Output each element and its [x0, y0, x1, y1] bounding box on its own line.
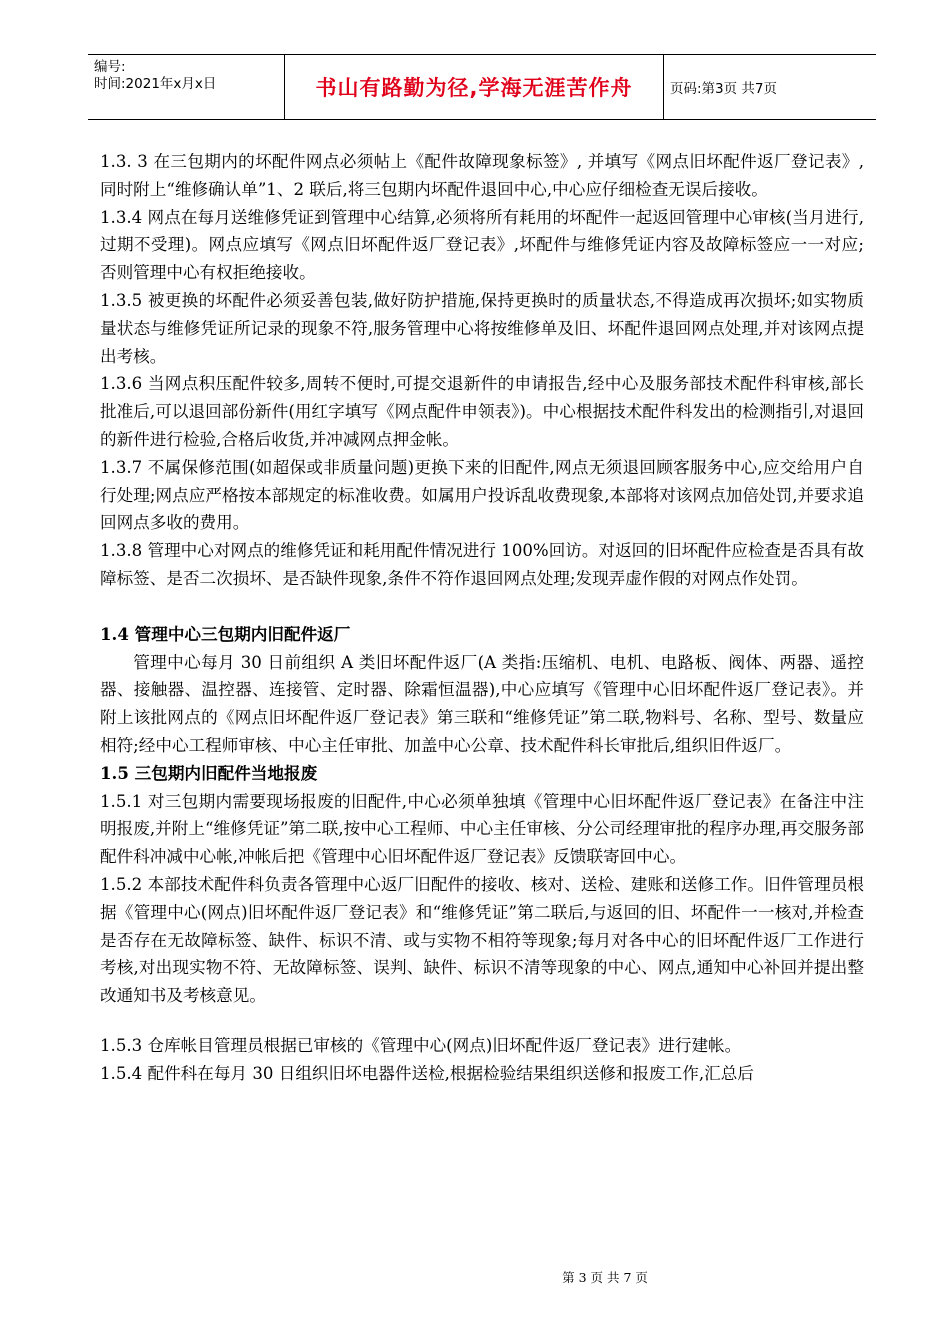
paragraph-1-3-5: 1.3.5 被更换的坏配件必须妥善包装,做好防护措施,保持更换时的质量状态,不得造成再次损坏;如实物质量状态与维修凭证所记录的现象不符,服务管理中心将按维修单及旧、坏配件退回网点处理,并对该网点提出考核。	[100, 290, 864, 366]
paragraph-1-4: 管理中心每月 30 日前组织 A 类旧坏配件返厂(A 类指:压缩机、电机、电路板、阀体、两器、遥控器、接触器、温控器、连接管、定时器、除霜恒温器),中心应填写《管理中心旧坏配件返厂登记表》。并附上该批网点的《网点旧坏配件返厂登记表》第三联和“维修凭证”第二联,物料号、名称、型号、数量应相符;经中心工程师审核、中心主任审批、加盖中心公章、技术配件科长审批后,组织旧件返厂。	[100, 652, 864, 755]
section-heading-1-4: 1.4 管理中心三包期内旧配件返厂	[100, 623, 351, 644]
header-motto: 书山有路勤为径,学海无涯苦作舟	[284, 55, 664, 119]
footer-page-number: 第 3 页 共 7 页	[562, 1270, 648, 1285]
paragraph-1-3-4: 1.3.4 网点在每月送维修凭证到管理中心结算,必须将所有耗用的坏配件一起返回管理中心审核(当月进行,过期不受理)。网点应填写《网点旧坏配件返厂登记表》,坏配件与维修凭证内容及故障标签应一一对应;否则管理中心有权拒绝接收。	[100, 207, 864, 283]
header-time-label: 时间:2021年x月x日	[94, 76, 217, 92]
paragraph-1-5-4: 1.5.4 配件科在每月 30 日组织旧坏电器件送检,根据检验结果组织送修和报废工作,汇总后	[100, 1063, 754, 1083]
header-number-label: 编号:	[94, 59, 126, 75]
header-page-label: 页码:第3页 共7页	[670, 81, 778, 97]
spacer	[100, 1010, 864, 1032]
paragraph-1-3-7: 1.3.7 不属保修范围(如超保或非质量问题)更换下来的旧配件,网点无须退回顾客服务中心,应交给用户自行处理;网点应严格按本部规定的标准收费。如属用户投诉乱收费现象,本部将对该网点加倍处罚,并要求追回网点多收的费用。	[100, 457, 864, 533]
page-header	[88, 54, 876, 120]
spacer	[100, 593, 864, 621]
paragraph-1-3-6: 1.3.6 当网点积压配件较多,周转不便时,可提交退新件的申请报告,经中心及服务部技术配件科审核,部长批准后,可以退回部份新件(用红字填写《网点配件申领表》)。中心根据技术配件科发出的检测指引,对退回的新件进行检验,合格后收货,并冲减网点押金帐。	[100, 374, 864, 449]
paragraph-1-5-1: 1.5.1 对三包期内需要现场报废的旧配件,中心必须单独填《管理中心旧坏配件返厂登记表》在备注中注明报废,并附上“维修凭证”第二联,按中心工程师、中心主任审核、分公司经理审批的程序办理,再交服务部配件科冲减中心帐,冲帐后把《管理中心旧坏配件返厂登记表》反馈联寄回中心。	[100, 791, 864, 867]
document-body	[100, 148, 864, 1088]
paragraph-1-3-8: 1.3.8 管理中心对网点的维修凭证和耗用配件情况进行 100%回访。对返回的旧坏配件应检查是否具有故障标签、是否二次损坏、是否缺件现象,条件不符作退回网点处理;发现弄虚作假的对网点作处罚。	[100, 541, 864, 588]
paragraph-1-5-2: 1.5.2 本部技术配件科负责各管理中心返厂旧配件的接收、核对、送检、建账和送修工作。旧件管理员根据《管理中心(网点)旧坏配件返厂登记表》和“维修凭证”第二联后,与返回的旧、坏配件一一核对,并检查是否存在无故障标签、缺件、标识不清、或与实物不相符等现象;每月对各中心的旧坏配件返厂工作进行考核,对出现实物不符、无故障标签、误判、缺件、标识不清等现象的中心、网点,通知中心补回并提出整改通知书及考核意见。	[100, 874, 864, 1006]
header-meta	[88, 55, 284, 119]
section-heading-1-5: 1.5 三包期内旧配件当地报废	[100, 762, 318, 783]
paragraph-1-5-3: 1.5.3 仓库帐目管理员根据已审核的《管理中心(网点)旧坏配件返厂登记表》进行建帐。	[100, 1035, 742, 1055]
paragraph-1-3-3: 1.3. 3 在三包期内的坏配件网点必须帖上《配件故障现象标签》, 并填写《网点旧坏配件返厂登记表》,同时附上“维修确认单”1、2 联后,将三包期内坏配件退回中心,中心应仔细检查无误后接收。	[100, 152, 864, 199]
page-footer	[0, 1268, 950, 1286]
